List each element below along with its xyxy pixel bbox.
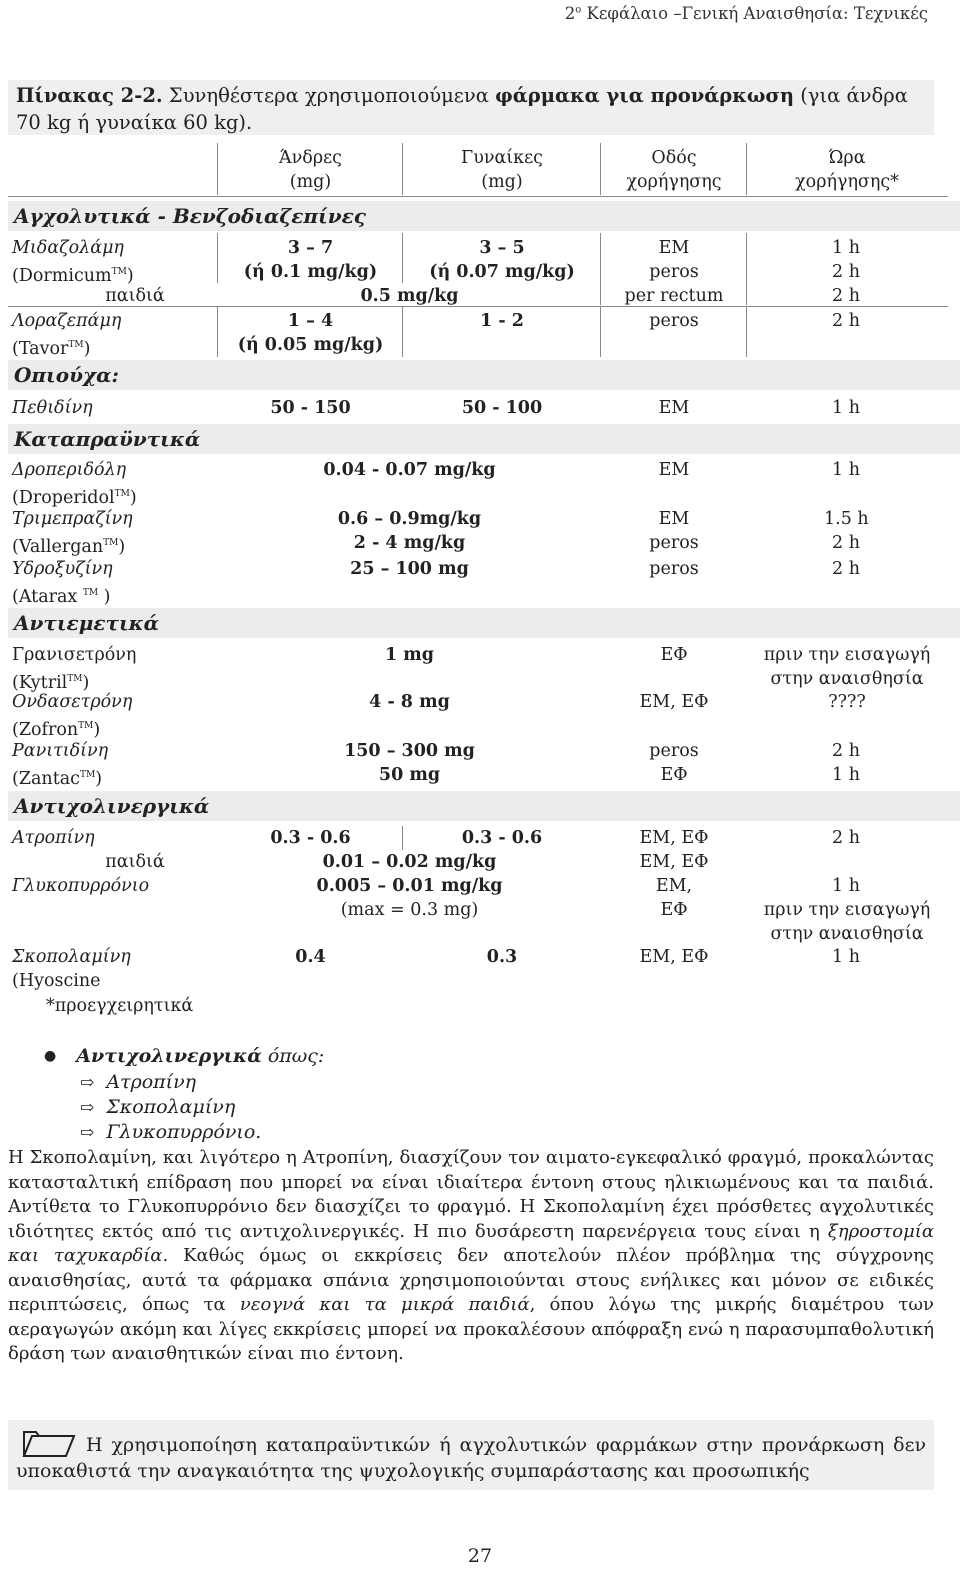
dose-child: 0.5 mg/kg	[360, 286, 459, 306]
section-anxiolytics: Αγχολυτικά - Βενζοδιαζεπίνες	[8, 201, 960, 231]
column-divider	[746, 307, 747, 357]
route: peros	[649, 559, 699, 579]
note-box	[8, 1420, 934, 1490]
trademark: TM	[103, 538, 119, 548]
time: 1 h	[832, 765, 860, 785]
section-sedatives: Καταπραϋντικά	[8, 424, 960, 454]
route: ΕΜ	[658, 509, 690, 529]
caption-bold: φάρμακα για προνάρκωση	[495, 84, 794, 107]
brand-hydroxyzine	[12, 581, 111, 609]
header-time	[747, 146, 947, 194]
brand-text: (Atarax	[12, 586, 78, 607]
dose-women: 1 - 2	[480, 311, 524, 331]
drug-ondansetron: Ονδασετρόνη	[12, 692, 133, 712]
time: 2 h	[832, 286, 860, 306]
route: ΕΜ, ΕΦ	[639, 828, 709, 848]
dose: 0.005 – 0.01 mg/kg	[316, 876, 503, 896]
brand-close: )	[82, 672, 90, 693]
time: 1 h	[832, 947, 860, 967]
dose: 0.6 – 0.9mg/kg	[337, 509, 482, 529]
time: 1 h	[832, 238, 860, 258]
drug-hydroxyzine: Υδροξυζίνη	[12, 559, 113, 579]
time: 1 h	[832, 460, 860, 480]
column-divider	[746, 233, 747, 305]
drug-midazolam: Μιδαζολάμη	[12, 238, 124, 258]
folder-icon	[22, 1428, 78, 1458]
bullet-main-rest: όπως:	[261, 1045, 325, 1067]
time: στην αναισθησία	[770, 669, 924, 689]
brand-text: (Kytril	[12, 672, 68, 693]
time: 2 h	[832, 559, 860, 579]
brand-ondansetron	[12, 714, 100, 742]
caption-label: Πίνακας 2-2.	[16, 84, 163, 107]
bullet-item-text: Σκοπολαμίνη	[106, 1096, 236, 1118]
column-divider	[600, 233, 601, 305]
trademark: TM	[79, 770, 96, 780]
time: 1 h	[832, 876, 860, 896]
header-women-unit: (mg)	[481, 172, 523, 192]
section-antiemetics: Αντιεμετικά	[8, 608, 960, 638]
column-divider	[600, 307, 601, 357]
bullet-main	[44, 1044, 324, 1070]
dose: 25 – 100 mg	[350, 559, 469, 579]
arrow-icon: ⇨	[80, 1123, 95, 1143]
brand-close: )	[93, 719, 101, 740]
dose-men-kg: (ή 0.1 mg/kg)	[243, 262, 378, 282]
drug-ranitidine: Ρανιτιδίνη	[12, 741, 109, 761]
column-divider	[402, 826, 403, 850]
time: πριν την εισαγωγή	[763, 645, 931, 665]
route: peros	[649, 741, 699, 761]
route: peros	[649, 533, 699, 553]
brand-text: (Vallergan	[12, 536, 104, 557]
time: 1.5 h	[824, 509, 869, 529]
drug-scopolamine: Σκοπολαμίνη	[12, 947, 131, 967]
route: ΕΜ,	[655, 876, 693, 896]
brand-lorazepam	[12, 333, 90, 361]
dose: 4 - 8 mg	[369, 692, 450, 712]
brand-scopolamine: (Hyoscine	[12, 971, 101, 991]
drug-granisetron: Γρανισετρόνη	[12, 645, 137, 665]
route: ΕΦ	[660, 900, 688, 920]
note-text: Η χρησιμοποίηση καταπραϋντικών ή αγχολυτικών φαρμάκων στην προνάρκωση δεν υποκαθιστά την αναγκαιότητα της ψυχολογικής συμπαράστασης και προσωπικής	[16, 1434, 926, 1482]
bullet-dot-icon: ●	[44, 1048, 57, 1064]
brand-close: )	[118, 536, 126, 557]
dose-child: 0.01 – 0.02 mg/kg	[322, 852, 497, 872]
dose: 0.04 - 0.07 mg/kg	[323, 460, 496, 480]
route: peros	[649, 262, 699, 282]
body-paragraph	[8, 1146, 934, 1367]
trademark: TM	[111, 267, 127, 277]
time: πριν την εισαγωγή	[763, 900, 931, 920]
dose: 2 - 4 mg/kg	[353, 533, 466, 553]
header-rule	[8, 196, 948, 197]
table-caption	[8, 80, 934, 135]
dose-men: 3 – 7	[287, 238, 334, 258]
column-divider	[402, 307, 403, 357]
time: ????	[828, 692, 866, 712]
route: ΕΦ	[660, 645, 688, 665]
drug-glycopyrrolate: Γλυκοπυρρόνιο	[12, 876, 150, 896]
drug-trimeprazine: Τριμεπραζίνη	[12, 509, 133, 529]
dose-men: 1 – 4	[287, 311, 334, 331]
trademark: TM	[78, 721, 94, 731]
route: ΕΜ, ΕΦ	[639, 692, 709, 712]
brand-trimeprazine	[12, 531, 125, 559]
bullet-item	[80, 1120, 261, 1145]
header-men-unit: (mg)	[289, 172, 332, 192]
header-women-label: Γυναίκες	[461, 148, 543, 168]
header-divider	[600, 143, 601, 195]
arrow-icon: ⇨	[80, 1073, 95, 1093]
brand-text: (Zantac	[12, 768, 80, 789]
trademark: TM	[68, 340, 84, 350]
caption-text-2: (για άνδρα 70 kg ή γυναίκα 60 kg).	[16, 84, 908, 134]
dose-women: 50 - 100	[461, 398, 543, 418]
column-divider	[217, 233, 218, 283]
route: ΕΜ, ΕΦ	[639, 852, 709, 872]
arrow-icon: ⇨	[80, 1098, 95, 1118]
route: ΕΜ, ΕΦ	[639, 947, 709, 967]
trademark: TM	[114, 489, 130, 499]
caption-text-1: Συνηθέστερα χρησιμοποιούμενα	[162, 84, 496, 107]
label-child: παιδιά	[105, 286, 165, 306]
dose: 1 mg	[384, 645, 435, 665]
dose-women: 0.3 - 0.6	[461, 828, 543, 848]
trademark: TM	[67, 674, 83, 684]
brand-text: (Zofron	[12, 719, 79, 740]
brand-text: (Tavor	[12, 338, 69, 359]
header-men	[218, 146, 403, 194]
paragraph-italic: ξηροστομία και ταχυκαρδία	[8, 1220, 934, 1266]
brand-text: (Droperidol	[12, 487, 115, 508]
dose-men: 0.4	[295, 947, 326, 967]
header-women	[403, 146, 601, 194]
dose: 150 – 300 mg	[344, 741, 475, 761]
drug-droperidol: Δροπεριδόλη	[12, 460, 127, 480]
brand-text: (Dormicum	[12, 265, 112, 286]
bullet-item	[80, 1095, 235, 1120]
brand-close: )	[83, 338, 91, 359]
route: per rectum	[624, 286, 724, 306]
section-anticholinergics: Αντιχολινεργικά	[8, 791, 960, 821]
running-header	[565, 4, 928, 23]
brand-close: )	[95, 768, 103, 789]
column-divider	[217, 307, 218, 357]
drug-pethidine: Πεθιδίνη	[12, 398, 93, 418]
time: 2 h	[832, 741, 860, 761]
table-footnote: *προεγχειρητικά	[46, 996, 194, 1016]
route: ΕΜ	[658, 398, 690, 418]
dose-max: (max = 0.3 mg)	[340, 900, 479, 920]
row-rule	[8, 306, 948, 307]
header-time-label-2: χορήγησης*	[795, 172, 899, 192]
bullet-item-text: Γλυκοπυρρόνιο.	[106, 1121, 262, 1143]
dose-men-kg: (ή 0.05 mg/kg)	[237, 335, 384, 355]
header-divider	[746, 143, 747, 195]
brand-close: )	[126, 265, 134, 286]
time: 2 h	[832, 828, 860, 848]
header-route	[601, 146, 747, 194]
brand-close: )	[129, 487, 137, 508]
page-number: 27	[467, 1545, 493, 1567]
label-child: παιδιά	[105, 852, 165, 872]
chapter-title: Κεφάλαιο –Γενική Αναισθησία: Τεχνικές	[586, 4, 928, 23]
bullet-item-text: Ατροπίνη	[106, 1071, 197, 1093]
dose-women: 0.3	[486, 947, 518, 967]
header-men-label: Άνδρες	[279, 148, 342, 168]
dose-women: 3 – 5	[479, 238, 525, 258]
paragraph-text: Η Σκοπολαμίνη, και λιγότερο η Ατροπίνη, διασχίζουν τον αιματο-εγκεφαλικό φραγμό, προκαλώντας κατασταλτική επίδραση που μπορεί να είναι ιδιαίτερα έντονη στους ηλικιωμένους και τα παιδιά. Αντίθετα το Γλυκοπυρρόνιο δεν διασχίζει το φραγμό. Η Σκοπολαμίνη έχει πρόσθετες αγχολυτικές ιδιότητες εκτός από τις αντιχολινεργικές. Η πιο δυσάρεστη παρενέργεια τους είναι η	[8, 1147, 934, 1242]
chapter-superscript: ο	[575, 4, 582, 16]
drug-atropine: Ατροπίνη	[12, 828, 95, 848]
dose-men: 50 - 150	[270, 398, 351, 418]
header-time-label: Ώρα	[828, 148, 866, 168]
chapter-number: 2	[564, 4, 576, 23]
route: ΕΦ	[660, 765, 688, 785]
header-route-label: Οδός	[651, 148, 697, 168]
header-route-label-2: χορήγησης	[626, 172, 722, 192]
route: ΕΜ	[658, 460, 690, 480]
time: 1 h	[832, 398, 860, 418]
bullet-item	[80, 1070, 196, 1095]
route: peros	[649, 311, 699, 331]
bullet-main-bold: Αντιχολινεργικά	[76, 1045, 262, 1067]
brand-close: )	[103, 586, 111, 607]
brand-ranitidine	[12, 763, 102, 791]
drug-lorazepam: Λοραζεπάμη	[12, 311, 122, 331]
trademark: TM	[82, 588, 99, 598]
header-divider	[217, 143, 218, 195]
dose-women-kg: (ή 0.07 mg/kg)	[429, 262, 575, 282]
paragraph-text: , όπου λόγω της μικρής διαμέτρου των αεραγωγών ακόμη και λίγες εκκρίσεις μπορεί να προκαλέσουν απόφραξη ενώ η παρασυμπαθολυτική δράση των αναισθητικών είναι πιο έντονη.	[8, 1294, 934, 1364]
time: στην αναισθησία	[770, 924, 924, 944]
header-divider	[402, 143, 403, 195]
time: 2 h	[832, 533, 860, 553]
dose: 50 mg	[378, 765, 441, 785]
section-opioids: Οπιούχα:	[8, 360, 960, 390]
time: 2 h	[832, 262, 860, 282]
brand-droperidol	[12, 482, 137, 510]
dose-men: 0.3 - 0.6	[270, 828, 351, 848]
time: 2 h	[832, 311, 860, 331]
paragraph-text: . Καθώς όμως οι εκκρίσεις δεν αποτελούν πλέον πρόβλημα της σύγχρονης αναισθησίας, αυτά τα φάρμακα σπάνια χρησιμοποιούνται στους ενήλικες και μόνον σε ειδικές περιπτώσεις, όπως τα	[8, 1245, 934, 1315]
column-divider	[402, 233, 403, 283]
paragraph-italic: νεογνά και τα μικρά παιδιά	[239, 1294, 530, 1315]
route: ΕΜ	[658, 238, 690, 258]
